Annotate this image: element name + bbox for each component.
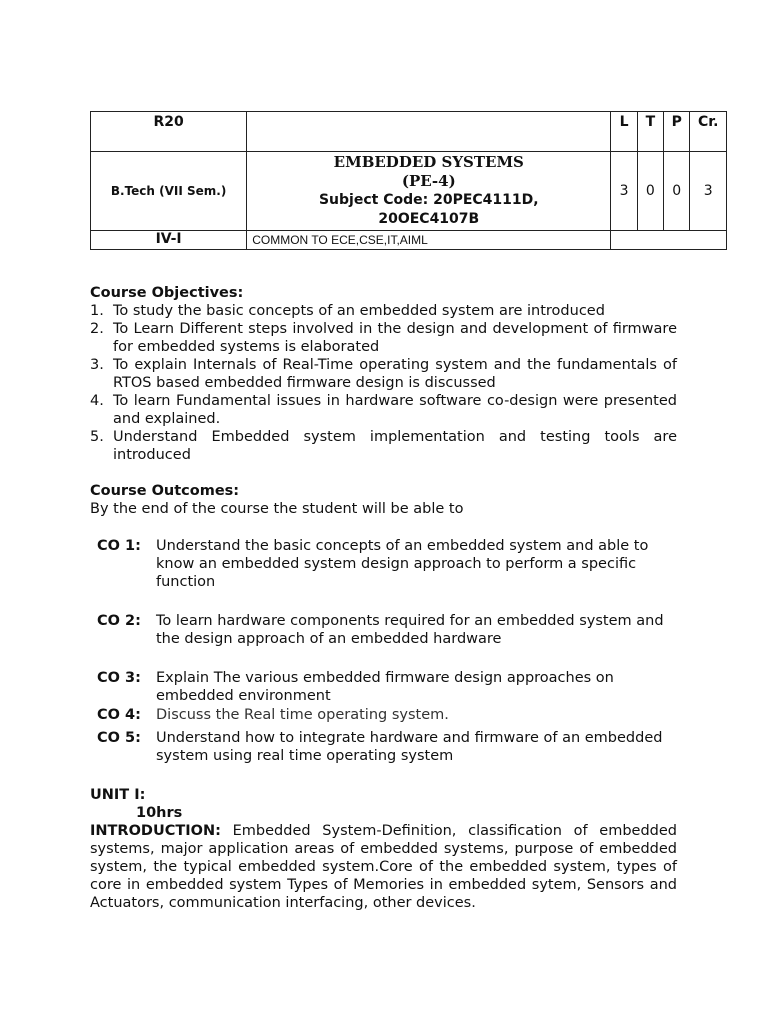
outcome-label: CO 2: [97,613,141,629]
regulation-cell: R20 [91,112,247,152]
objective-text: To explain Internals of Real-Time operating system and the fundamentals of RTOS based embedded firmware design is discussed [113,357,677,391]
objective-number: 5. [90,429,104,445]
l-header: L [611,112,637,152]
objective-text: To learn Fundamental issues in hardware software co-design were presented and explained. [113,393,677,427]
course-header-table [90,111,727,250]
subject-cell [247,152,611,231]
outcome-item [97,612,672,648]
unit1-heading: UNIT I: [90,787,146,803]
outcome-label: CO 1: [97,538,141,554]
cr-header: Cr. [690,112,727,152]
objective-number: 3. [90,357,104,373]
outcome-label: CO 4: [97,707,141,723]
objective-item [90,356,677,392]
outcome-item [97,669,672,705]
objective-item [90,392,677,428]
program-cell: B.Tech (VII Sem.) [91,152,247,231]
outcome-text: To learn hardware components required for an embedded system and the design approach of an embedded hardware [156,613,664,647]
objective-item [90,302,677,320]
objective-text: Understand Embedded system implementation and testing tools are introduced [113,429,677,463]
subject-code-2: 20OEC4107B [378,211,480,227]
outcome-text: Understand the basic concepts of an embedded system and able to know an embedded system design approach to perform a specific function [156,538,649,590]
unit1-intro-text: Embedded System-Definition, classification of embedded systems, major application areas of embedded systems, purpose of embedded system, the typical embedded system.Core of the embedded system, types of core in embedded system Types of Memories in embedded sytem, Sensors and Actuators, communication interfacing, other devices. [90,823,677,911]
outcome-label: CO 5: [97,730,141,746]
unit1-intro-label: INTRODUCTION: [90,823,221,839]
empty-credit-cell [611,231,727,250]
cr-value: 3 [690,152,727,231]
subject-pe: (PE-4) [401,172,456,190]
blank-cell [247,112,611,152]
objective-number: 2. [90,321,104,337]
p-header: P [664,112,690,152]
objective-item [90,320,677,356]
outcome-item [97,706,672,724]
outcome-label: CO 3: [97,670,141,686]
l-value: 3 [611,152,637,231]
unit1-hours: 10hrs [136,805,183,821]
common-to-cell: COMMON TO ECE,CSE,IT,AIML [247,231,611,250]
outcome-text: Explain The various embedded firmware design approaches on embedded environment [156,670,614,704]
outcome-item [97,729,672,765]
objective-item [90,428,677,464]
subject-title: EMBEDDED SYSTEMS [333,153,524,171]
outcome-text: Discuss the Real time operating system. [156,707,449,723]
objectives-heading: Course Objectives: [90,285,244,301]
objective-number: 1. [90,303,104,319]
subject-code-1: Subject Code: 20PEC4111D, [318,192,539,208]
p-value: 0 [664,152,690,231]
year-sem-cell: IV-I [91,231,247,250]
outcomes-heading: Course Outcomes: [90,483,240,499]
objective-text: To study the basic concepts of an embedded system are introduced [113,303,605,319]
objective-number: 4. [90,393,104,409]
outcome-text: Understand how to integrate hardware and firmware of an embedded system using real time operating system [156,730,663,764]
t-header: T [637,112,663,152]
objective-text: To Learn Different steps involved in the design and development of firmware for embedded systems is elaborated [113,321,677,355]
t-value: 0 [637,152,663,231]
outcome-item [97,537,672,591]
outcomes-intro: By the end of the course the student will be able to [90,501,464,517]
unit1-paragraph [90,822,677,912]
